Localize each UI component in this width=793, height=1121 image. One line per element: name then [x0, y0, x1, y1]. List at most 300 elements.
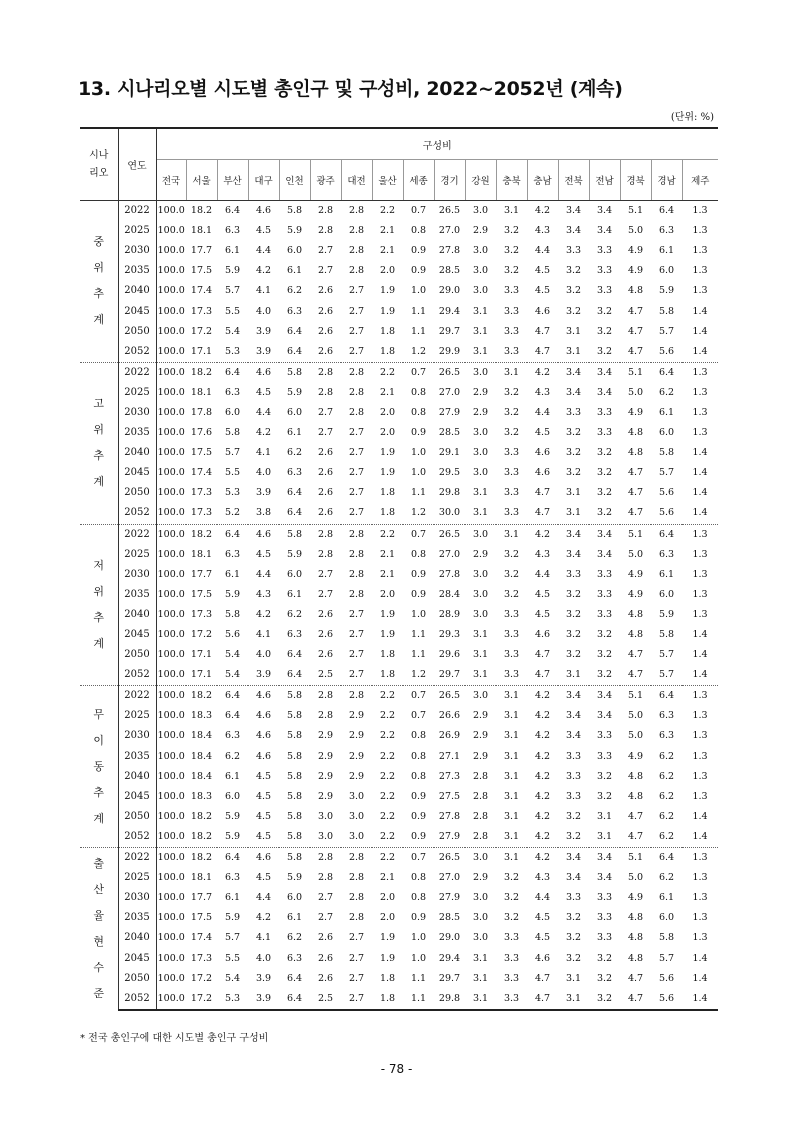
value-cell: 100.0 [157, 205, 185, 217]
value-cell: 5.8 [286, 770, 303, 782]
value-cell: 3.4 [589, 848, 620, 869]
value-cell: 3.2 [565, 588, 582, 600]
value-cell: 29.3 [438, 629, 461, 641]
value-cell: 6.4 [217, 362, 248, 383]
year-cell: 2045 [118, 787, 156, 807]
value-cell: 3.2 [565, 285, 582, 297]
value-cell: 29.5 [438, 467, 461, 479]
value-cell: 5.3 [224, 487, 241, 499]
value-cell: 0.9 [410, 790, 427, 802]
value-cell: 6.1 [658, 568, 675, 580]
value-cell: 29.4 [438, 305, 461, 317]
value-cell: 2.1 [379, 225, 396, 237]
scenario-label: 출 산 율 현 수 준 [80, 848, 118, 1010]
value-cell: 3.1 [503, 810, 520, 822]
table-row [80, 423, 718, 443]
value-cell: 26.5 [434, 362, 465, 383]
value-cell: 2.1 [379, 386, 396, 398]
value-cell: 4.5 [534, 265, 551, 277]
value-cell: 18.4 [190, 750, 213, 762]
value-cell: 100.0 [157, 892, 185, 904]
value-cell: 3.0 [472, 467, 489, 479]
value-cell: 4.4 [255, 892, 272, 904]
year-cell: 2035 [118, 908, 156, 928]
value-cell: 6.4 [286, 972, 303, 984]
value-cell: 3.2 [503, 548, 520, 560]
value-cell: 4.8 [627, 932, 644, 944]
value-cell: 18.4 [190, 770, 213, 782]
table-row [80, 868, 718, 888]
value-cell: 2.6 [317, 649, 334, 661]
value-cell: 3.1 [565, 972, 582, 984]
value-cell: 17.7 [190, 892, 213, 904]
value-cell: 0.7 [403, 848, 434, 869]
value-cell: 27.8 [438, 568, 461, 580]
value-cell: 2.7 [348, 669, 365, 681]
value-cell: 4.5 [255, 225, 272, 237]
value-cell: 26.5 [438, 205, 461, 217]
value-cell: 29.8 [438, 487, 461, 499]
value-cell: 100.0 [157, 345, 185, 357]
value-cell: 27.1 [438, 750, 461, 762]
value-cell: 6.3 [224, 730, 241, 742]
value-cell: 2.8 [348, 265, 365, 277]
value-cell: 2.6 [317, 608, 334, 620]
value-cell: 27.8 [438, 245, 461, 257]
value-cell: 3.0 [472, 912, 489, 924]
value-cell: 18.1 [190, 386, 213, 398]
value-cell: 100.0 [157, 427, 185, 439]
value-cell: 28.4 [438, 588, 461, 600]
table-row [80, 605, 718, 625]
value-cell: 5.7 [224, 447, 241, 459]
value-cell: 3.2 [565, 830, 582, 842]
table-row [80, 322, 718, 342]
value-cell: 4.2 [534, 730, 551, 742]
value-cell: 1.1 [410, 972, 427, 984]
value-cell: 2.9 [348, 770, 365, 782]
value-cell: 2.7 [317, 568, 334, 580]
value-cell: 4.7 [527, 989, 558, 1010]
value-cell: 2.2 [372, 362, 403, 383]
value-cell: 29.8 [434, 989, 465, 1010]
value-cell: 2.6 [317, 447, 334, 459]
value-cell: 5.9 [224, 912, 241, 924]
value-cell: 3.3 [596, 265, 613, 277]
value-cell: 17.1 [190, 345, 213, 357]
value-cell: 0.9 [410, 568, 427, 580]
page-title: 13. 시나리오별 시도별 총인구 및 구성비, 2022~2052년 (계속) [78, 78, 623, 100]
region-header: 충남 [527, 160, 558, 201]
value-cell: 1.3 [692, 872, 708, 884]
value-cell: 100.0 [157, 952, 185, 964]
value-cell: 4.4 [534, 568, 551, 580]
value-cell: 6.3 [658, 225, 675, 237]
value-cell: 4.5 [255, 810, 272, 822]
value-cell: 17.4 [190, 467, 213, 479]
value-cell: 1.9 [379, 629, 396, 641]
value-cell: 3.4 [558, 524, 589, 545]
value-cell: 5.8 [658, 932, 675, 944]
value-cell: 5.7 [658, 952, 675, 964]
value-cell: 26.5 [434, 686, 465, 707]
value-cell: 3.2 [503, 427, 520, 439]
value-cell: 4.6 [255, 205, 272, 217]
year-cell: 2045 [118, 625, 156, 645]
value-cell: 2.0 [379, 588, 396, 600]
value-cell: 3.2 [565, 932, 582, 944]
value-cell: 3.4 [558, 686, 589, 707]
table-row [80, 585, 718, 605]
value-cell: 100.0 [157, 972, 185, 984]
value-cell: 6.1 [286, 427, 303, 439]
value-cell: 5.8 [286, 830, 303, 842]
page-number: - 78 - [380, 1062, 413, 1076]
table-row [80, 463, 718, 483]
value-cell: 17.3 [190, 952, 213, 964]
value-cell: 1.9 [379, 952, 396, 964]
value-cell: 0.8 [410, 872, 427, 884]
value-cell: 3.3 [596, 588, 613, 600]
table-row [80, 948, 718, 968]
value-cell: 4.9 [627, 750, 644, 762]
value-cell: 5.9 [224, 588, 241, 600]
value-cell: 6.1 [224, 245, 241, 257]
region-header: 경기 [434, 160, 465, 201]
value-cell: 5.8 [224, 427, 241, 439]
value-cell: 4.2 [534, 770, 551, 782]
value-cell: 3.0 [472, 205, 489, 217]
value-cell: 4.3 [534, 225, 551, 237]
table-row [80, 747, 718, 767]
value-cell: 100.0 [157, 649, 185, 661]
value-cell: 2.8 [348, 245, 365, 257]
year-cell: 2045 [118, 463, 156, 483]
value-cell: 2.7 [317, 912, 334, 924]
value-cell: 1.8 [379, 325, 396, 337]
value-cell: 3.3 [565, 750, 582, 762]
value-cell: 5.5 [224, 952, 241, 964]
value-cell: 2.9 [348, 730, 365, 742]
value-cell: 3.1 [503, 750, 520, 762]
value-cell: 3.3 [503, 952, 520, 964]
value-cell: 2.8 [348, 588, 365, 600]
value-cell: 3.3 [565, 406, 582, 418]
year-cell: 2052 [118, 342, 156, 363]
value-cell: 17.3 [190, 507, 213, 519]
value-cell: 4.2 [527, 686, 558, 707]
value-cell: 5.7 [658, 325, 675, 337]
value-cell: 6.3 [658, 730, 675, 742]
year-cell: 2052 [118, 665, 156, 686]
value-cell: 100.0 [157, 912, 185, 924]
value-cell: 0.7 [403, 362, 434, 383]
value-cell: 1.3 [692, 548, 708, 560]
value-cell: 17.5 [190, 265, 213, 277]
value-cell: 1.4 [692, 810, 708, 822]
value-cell: 5.9 [224, 830, 241, 842]
value-cell: 4.2 [527, 362, 558, 383]
value-cell: 2.2 [379, 710, 396, 722]
value-cell: 2.2 [379, 810, 396, 822]
value-cell: 4.1 [255, 447, 272, 459]
value-cell: 4.4 [255, 568, 272, 580]
value-cell: 100.0 [157, 872, 185, 884]
value-cell: 4.6 [248, 686, 279, 707]
table-row [80, 503, 718, 524]
year-cell: 2045 [118, 948, 156, 968]
value-cell: 2.7 [348, 932, 365, 944]
value-cell: 4.7 [534, 669, 551, 681]
value-cell: 3.4 [565, 205, 582, 217]
value-cell: 3.1 [503, 730, 520, 742]
value-cell: 3.0 [465, 686, 496, 707]
value-cell: 1.3 [692, 427, 708, 439]
value-cell: 2.8 [472, 790, 489, 802]
value-cell: 3.0 [472, 568, 489, 580]
year-cell: 2022 [118, 362, 156, 383]
value-cell: 2.7 [348, 487, 365, 499]
value-cell: 5.1 [620, 524, 651, 545]
value-cell: 3.2 [503, 386, 520, 398]
value-cell: 3.4 [596, 225, 613, 237]
value-cell: 17.4 [190, 285, 213, 297]
value-cell: 6.4 [224, 710, 241, 722]
value-cell: 4.4 [534, 892, 551, 904]
value-cell: 5.0 [627, 386, 644, 398]
value-cell: 2.8 [472, 830, 489, 842]
value-cell: 27.8 [438, 810, 461, 822]
value-cell: 2.8 [341, 848, 372, 869]
value-cell: 0.9 [410, 265, 427, 277]
value-cell: 4.2 [527, 848, 558, 869]
value-cell: 4.6 [248, 848, 279, 869]
value-cell: 4.2 [534, 205, 551, 217]
value-cell: 3.2 [596, 447, 613, 459]
table-row [80, 403, 718, 423]
value-cell: 17.3 [190, 487, 213, 499]
value-cell: 1.4 [692, 467, 708, 479]
value-cell: 100.0 [156, 686, 186, 707]
value-cell: 1.1 [410, 305, 427, 317]
value-cell: 6.0 [658, 265, 675, 277]
value-cell: 0.9 [410, 912, 427, 924]
value-cell: 5.6 [651, 989, 682, 1010]
value-cell: 1.4 [692, 487, 708, 499]
value-cell: 4.3 [255, 588, 272, 600]
value-cell: 3.2 [596, 770, 613, 782]
value-cell: 18.2 [186, 686, 217, 707]
value-cell: 5.0 [627, 710, 644, 722]
value-cell: 3.4 [596, 872, 613, 884]
value-cell: 100.0 [157, 406, 185, 418]
scenario-label: 고 위 추 계 [80, 362, 118, 524]
value-cell: 0.8 [410, 770, 427, 782]
value-cell: 6.4 [651, 686, 682, 707]
value-cell: 17.3 [190, 305, 213, 317]
value-cell: 5.9 [658, 285, 675, 297]
value-cell: 17.5 [190, 447, 213, 459]
value-cell: 2.7 [317, 892, 334, 904]
value-cell: 2.1 [379, 548, 396, 560]
value-cell: 4.8 [627, 447, 644, 459]
composition-header: 구성비 [156, 128, 718, 160]
value-cell: 3.1 [565, 345, 582, 357]
value-cell: 5.8 [658, 305, 675, 317]
region-header: 울산 [372, 160, 403, 201]
scenario-label: 무 이 동 추 계 [80, 686, 118, 848]
value-cell: 3.0 [465, 524, 496, 545]
table-row [80, 848, 718, 869]
table-row [80, 686, 718, 707]
value-cell: 27.0 [438, 386, 461, 398]
year-cell: 2052 [118, 503, 156, 524]
value-cell: 3.3 [503, 305, 520, 317]
year-cell: 2030 [118, 565, 156, 585]
table-row [80, 281, 718, 301]
value-cell: 28.5 [438, 427, 461, 439]
value-cell: 1.9 [379, 285, 396, 297]
value-cell: 3.3 [596, 932, 613, 944]
value-cell: 2.6 [317, 972, 334, 984]
value-cell: 2.7 [348, 285, 365, 297]
value-cell: 4.7 [534, 507, 551, 519]
value-cell: 29.6 [438, 649, 461, 661]
value-cell: 5.3 [217, 989, 248, 1010]
value-cell: 6.1 [658, 406, 675, 418]
value-cell: 100.0 [157, 285, 185, 297]
value-cell: 4.6 [534, 447, 551, 459]
year-cell: 2035 [118, 747, 156, 767]
value-cell: 3.1 [496, 848, 527, 869]
value-cell: 3.3 [503, 608, 520, 620]
value-cell: 2.6 [317, 467, 334, 479]
value-cell: 5.8 [279, 686, 310, 707]
value-cell: 2.9 [317, 770, 334, 782]
value-cell: 5.9 [286, 872, 303, 884]
value-cell: 27.0 [438, 872, 461, 884]
value-cell: 2.8 [310, 362, 341, 383]
value-cell: 3.3 [503, 649, 520, 661]
value-cell: 27.9 [438, 406, 461, 418]
value-cell: 6.2 [286, 932, 303, 944]
value-cell: 5.7 [224, 932, 241, 944]
value-cell: 3.0 [472, 285, 489, 297]
table-row [80, 928, 718, 948]
value-cell: 3.0 [465, 848, 496, 869]
value-cell: 1.4 [692, 325, 708, 337]
value-cell: 2.6 [317, 952, 334, 964]
value-cell: 2.6 [317, 345, 334, 357]
value-cell: 2.6 [317, 325, 334, 337]
value-cell: 3.3 [596, 750, 613, 762]
value-cell: 2.9 [317, 790, 334, 802]
value-cell: 4.7 [627, 487, 644, 499]
value-cell: 2.7 [348, 952, 365, 964]
value-cell: 1.9 [379, 305, 396, 317]
value-cell: 6.0 [286, 568, 303, 580]
table-row [80, 807, 718, 827]
value-cell: 1.3 [692, 285, 708, 297]
value-cell: 2.0 [379, 912, 396, 924]
value-cell: 4.5 [255, 830, 272, 842]
value-cell: 6.2 [224, 750, 241, 762]
value-cell: 5.6 [224, 629, 241, 641]
value-cell: 4.0 [255, 649, 272, 661]
value-cell: 2.8 [348, 386, 365, 398]
region-header: 제주 [682, 160, 718, 201]
value-cell: 4.7 [627, 830, 644, 842]
value-cell: 18.2 [186, 524, 217, 545]
value-cell: 4.2 [534, 710, 551, 722]
value-cell: 4.7 [627, 972, 644, 984]
value-cell: 0.9 [410, 588, 427, 600]
value-cell: 2.6 [317, 487, 334, 499]
value-cell: 3.3 [503, 669, 520, 681]
value-cell: 2.7 [348, 972, 365, 984]
value-cell: 100.0 [157, 608, 185, 620]
table-row [80, 726, 718, 746]
value-cell: 27.3 [438, 770, 461, 782]
value-cell: 3.4 [596, 710, 613, 722]
value-cell: 3.3 [596, 568, 613, 580]
value-cell: 2.7 [317, 427, 334, 439]
value-cell: 5.8 [286, 810, 303, 822]
value-cell: 100.0 [157, 325, 185, 337]
value-cell: 3.3 [503, 447, 520, 459]
value-cell: 4.7 [627, 810, 644, 822]
value-cell: 6.0 [224, 406, 241, 418]
value-cell: 5.8 [658, 629, 675, 641]
value-cell: 2.7 [317, 588, 334, 600]
year-cell: 2040 [118, 767, 156, 787]
value-cell: 1.9 [379, 467, 396, 479]
value-cell: 100.0 [157, 669, 185, 681]
value-cell: 3.4 [596, 386, 613, 398]
value-cell: 4.5 [534, 588, 551, 600]
value-cell: 3.2 [503, 406, 520, 418]
value-cell: 17.1 [190, 669, 213, 681]
value-cell: 3.0 [472, 588, 489, 600]
value-cell: 2.8 [348, 205, 365, 217]
value-cell: 2.7 [348, 467, 365, 479]
value-cell: 3.1 [472, 972, 489, 984]
value-cell: 3.4 [558, 848, 589, 869]
value-cell: 2.9 [317, 730, 334, 742]
value-cell: 1.4 [692, 669, 708, 681]
value-cell: 3.9 [255, 487, 272, 499]
value-cell: 3.2 [503, 265, 520, 277]
value-cell: 0.8 [410, 406, 427, 418]
value-cell: 1.3 [692, 932, 708, 944]
value-cell: 4.4 [534, 406, 551, 418]
value-cell: 4.0 [255, 952, 272, 964]
value-cell: 3.1 [503, 770, 520, 782]
value-cell: 1.8 [379, 649, 396, 661]
value-cell: 2.6 [317, 305, 334, 317]
value-cell: 5.2 [224, 507, 241, 519]
value-cell: 1.1 [403, 989, 434, 1010]
value-cell: 2.8 [348, 548, 365, 560]
value-cell: 3.3 [596, 608, 613, 620]
value-cell: 3.4 [596, 205, 613, 217]
value-cell: 100.0 [157, 830, 185, 842]
value-cell: 1.1 [410, 325, 427, 337]
year-header: 연도 [118, 128, 156, 201]
value-cell: 27.5 [438, 790, 461, 802]
value-cell: 5.9 [286, 386, 303, 398]
value-cell: 27.9 [438, 830, 461, 842]
